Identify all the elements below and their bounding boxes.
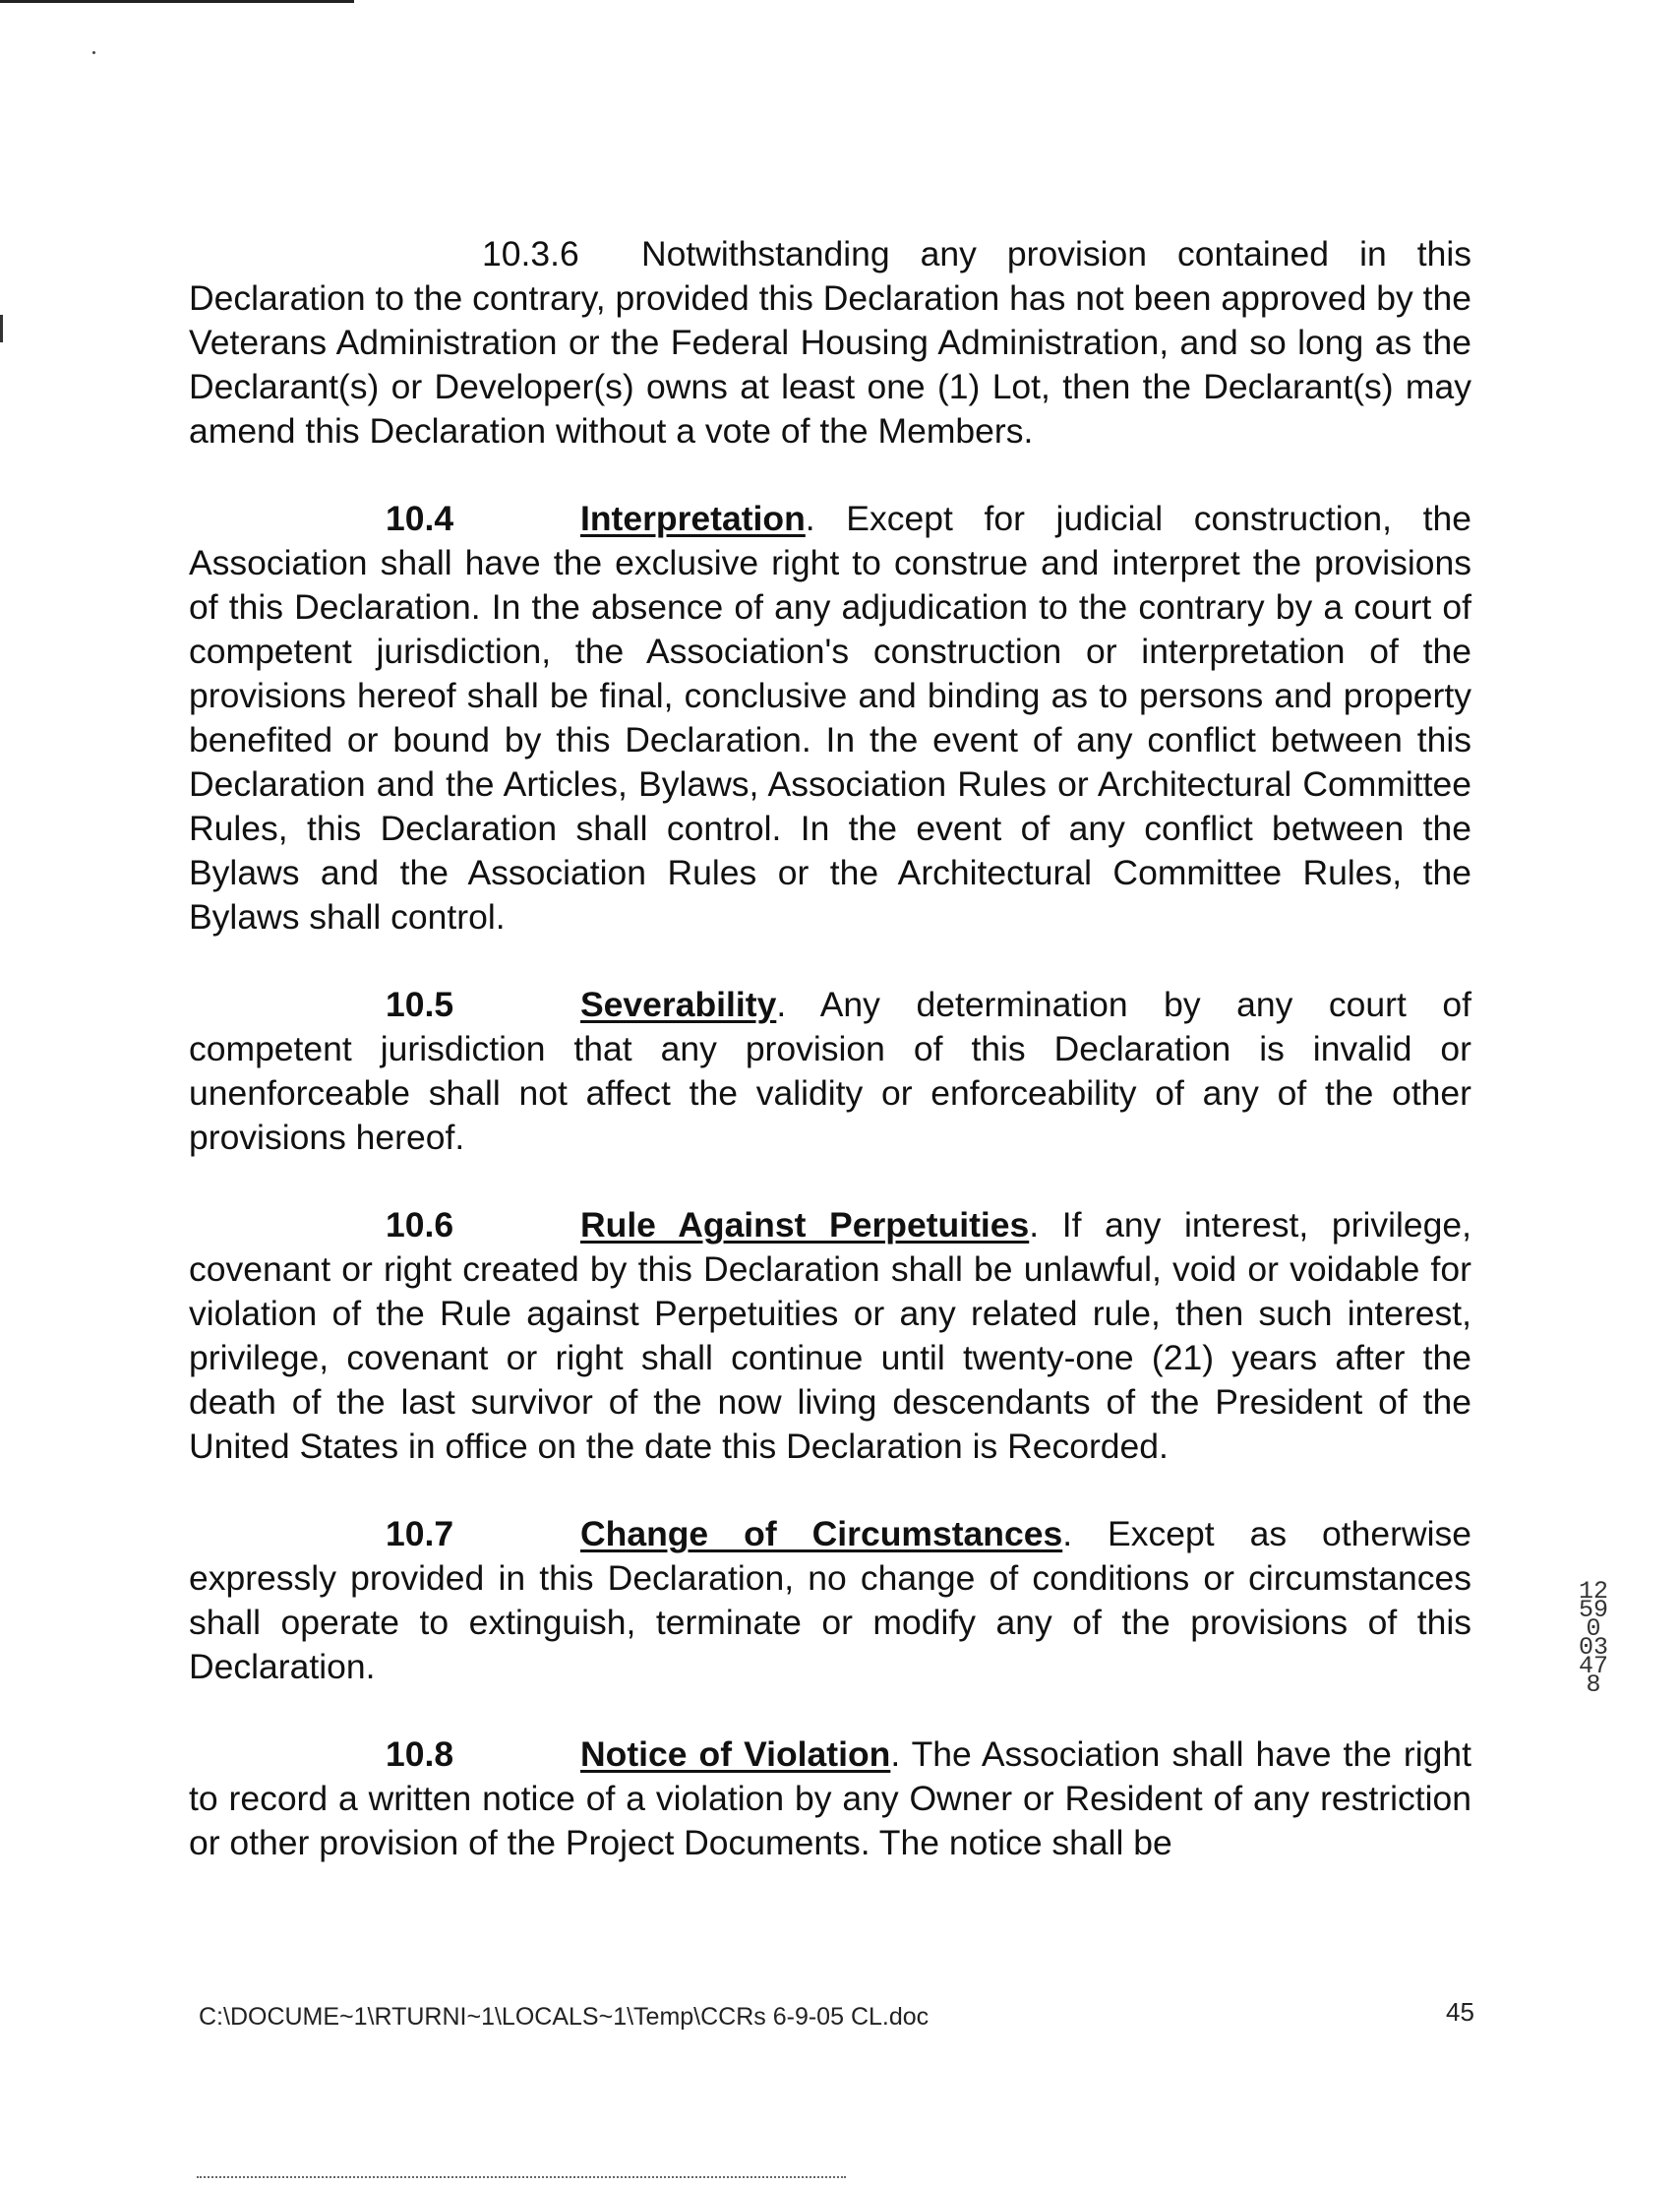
paragraph-10-5: [189, 983, 1471, 1160]
paragraph-10-8: [189, 1732, 1471, 1865]
scan-edge-bottom: [197, 2176, 846, 2179]
section-heading: Notice of Violation: [580, 1734, 891, 1774]
section-heading: Change of Circumstances: [580, 1514, 1063, 1553]
section-number: 10.5: [386, 985, 454, 1024]
section-heading: Rule Against Perpetuities: [580, 1205, 1030, 1245]
paragraph-10-3-6: [189, 232, 1471, 454]
page-number: 45: [1446, 1997, 1474, 2027]
section-number: 10.7: [386, 1514, 454, 1553]
section-text: . If any interest, privilege, covenant or right created by this Declaration shall be unlawful, void or voidable for violation of the Rule against Perpetuities or any related rule, then such interest, privilege, covenant or right shall continue until twenty-one (21) years after the death of the last survivor of the now living descendants of the President of the United States in office on the date this Declaration is Recorded.: [189, 1205, 1471, 1466]
section-text: Notwithstanding any provision contained in this Declaration to the contrary, provided this Declaration has not been approved by the Veterans Administration or the Federal Housing Administration, and so long as the Declarant(s) or Developer(s) owns at least one (1) Lot, then the Declarant(s) may amend this Declaration without a vote of the Members.: [189, 234, 1471, 451]
paragraph-10-7: [189, 1512, 1471, 1689]
section-heading: Interpretation: [580, 499, 806, 538]
paragraph-10-4: [189, 497, 1471, 940]
section-number: 10.3.6: [482, 234, 579, 273]
section-number: 10.4: [386, 499, 454, 538]
section-text: . The Association shall have the right to record a written notice of a violation by any Owner or Resident of any restriction or other provision of the Project Documents. The notice shall be: [189, 1734, 1471, 1862]
section-number: 10.6: [386, 1205, 454, 1245]
section-text: . Except for judicial construction, the Association shall have the exclusive right to construe and interpret the provisions of this Declaration. In the absence of any adjudication to the contrary by a court of competent jurisdiction, the Association's construction or interpretation of the provisions hereof shall be final, conclusive and binding as to persons and property benefited or bound by this Declaration. In the event of any conflict between this Declaration and the Articles, Bylaws, Association Rules or Architectural Committee Rules, this Declaration shall control. In the event of any conflict between the Bylaws and the Association Rules or the Architectural Committee Rules, the Bylaws shall control.: [189, 499, 1471, 937]
footer-file-path: C:\DOCUME~1\RTURNI~1\LOCALS~1\Temp\CCRs 6-9-05 CL.doc: [199, 2003, 930, 2031]
scan-edge-left: [0, 315, 3, 342]
paragraph-10-6: [189, 1203, 1471, 1469]
section-heading: Severability: [580, 985, 777, 1024]
section-number: 10.8: [386, 1734, 454, 1774]
scan-edge-top: [0, 0, 354, 3]
document-body: [189, 232, 1471, 1909]
section-text: . Except as otherwise expressly provided in this Declaration, no change of conditions or circumstances shall operate to extinguish, terminate or modify any of the provisions of this Declaration.: [189, 1514, 1471, 1686]
recording-stamp: 12590 03478: [1579, 1577, 1609, 1699]
scan-speck: [92, 51, 95, 54]
section-text: . Any determination by any court of competent jurisdiction that any provision of this Declaration is invalid or unenforceable shall not affect the validity or enforceability of any of the other provisions hereof.: [189, 985, 1471, 1157]
